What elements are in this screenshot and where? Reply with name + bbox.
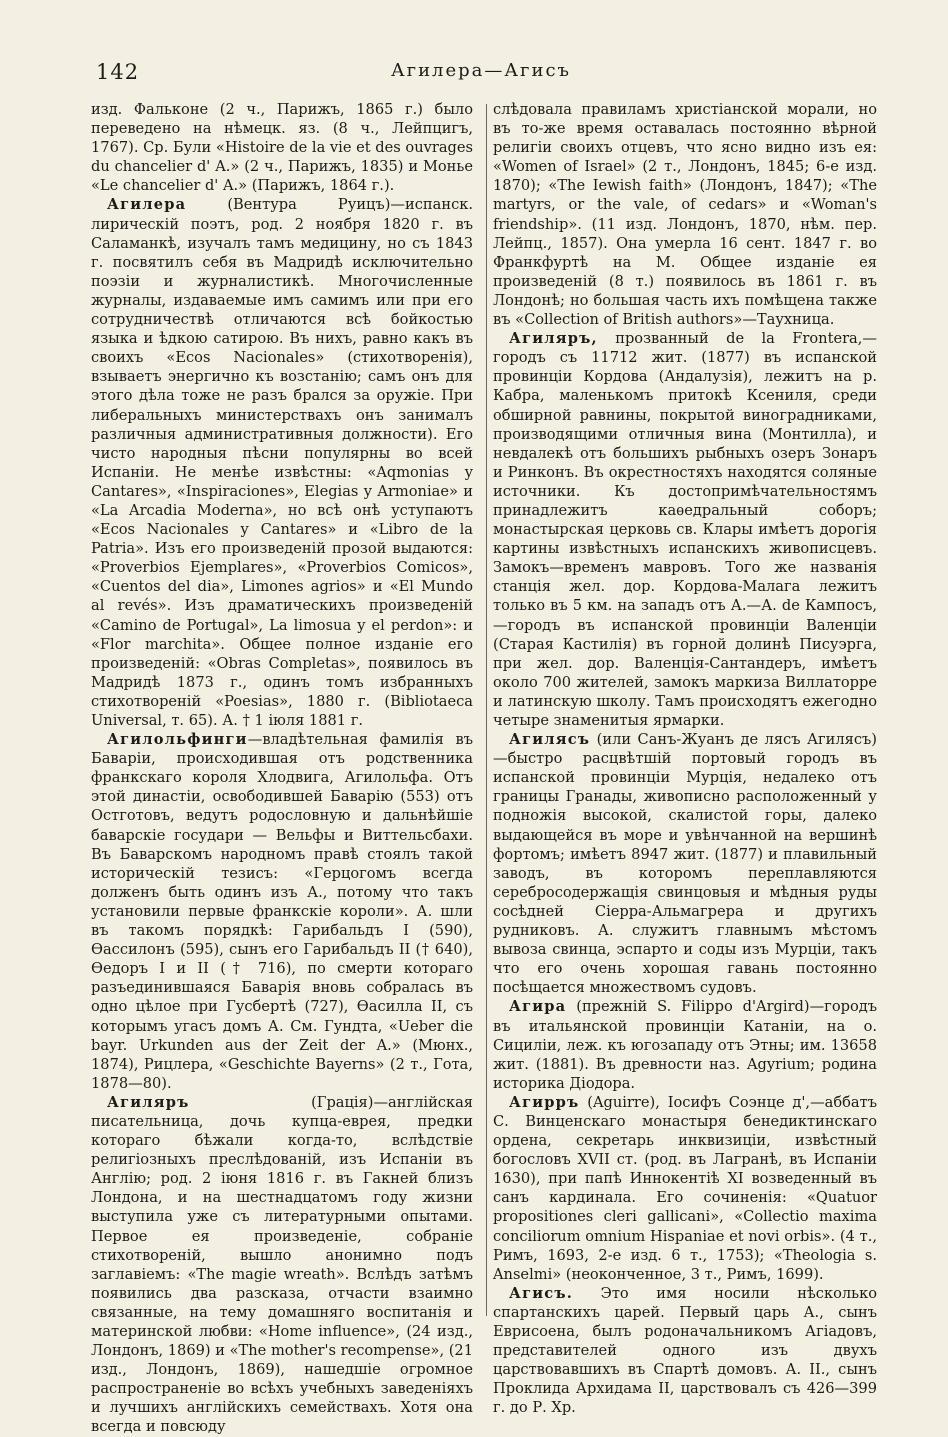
headword: Агилера bbox=[107, 196, 187, 214]
entry-text: (Вентура Руицъ)—испанск. лирическій поэтъ, род. 2 ноября 1820 г. въ Саламанкѣ, изучалъ тамъ медицину, но съ 1843 г. посвятилъ себя въ Мадридѣ исключительно поэзіи и журналистикѣ. Многочисленные журналы, издаваемые имъ самимъ или при его сотрудничествѣ отличаются всѣ бойкостью языка и ѣдкою сатирою. Въ нихъ, равно какъ въ своихъ «Ecos Nacionales» (стихотворенія), взываетъ энергично къ возстанію; самъ онъ для этого дѣла тоже не разъ брался за оружіе. При либеральныхъ министерствахъ онъ занималъ различныя административныя должности). Его чисто народныя пѣсни популярны во всей Испаніи. Не менѣе извѣстны: «Aqmonias y Cantares», «Inspiraciones», Elegias y Armoniae» и «La Arcadia Moderna», но всѣ онѣ уступаютъ «Ecos Nacionales y Cantares» и «Libro de la Patria». Изъ его произведеній прозой выдаются: «Proverbios Ejemplares», «Proverbios Comicos», «Cuentos del dia», Limones agrios» и «El Mundo al revés». Изъ драматическихъ произведеній «Camino de Portugal», La limosua y el perdon»: и «Flor marchita». Общее полное изданіе его произведеній: «Obras Completas», появилось въ Мадридѣ 1873 г., одинъ томъ избранныхъ стихотвореній «Poesias», 1880 г. (Bibliotaeca Universal, т. 65). А. † 1 іюля 1881 г. bbox=[91, 196, 473, 729]
continuation-paragraph: слѣдовала правиламъ христіанской морали, но въ то-же время оставалась постоянно вѣрной религіи своихъ отцевъ, что ясно видно изъ ея: «Women of Israel» (2 т., Лондонъ, 1845; 6-е изд. 1870); «The Iewish faith» (Лондонъ, 1847); «The martyrs, or the vale, of cedars» и «Woman's friendship». (11 изд. Лондонъ, 1870, нѣм. пер. Лейпц., 1857). Она умерла 16 сент. 1847 г. во Франкфуртѣ на М. Общее изданіе ея произведеній (8 т.) появилось въ 1861 г. въ Лондонѣ; но большая часть ихъ помѣщена также въ «Collection of British authors»—Таухница. bbox=[493, 101, 877, 329]
entry-text: (Aguirre), Іосифъ Соэнце д',—аббатъ С. Винценскаго монастыря бенедиктинскаго ордена, секретарь инквизиціи, извѣстный богословъ XVII ст. (род. въ Лагранѣ, въ Испаніи 1630), при папѣ Иннокентіѣ XI возведенный въ санъ кардинала. Его сочиненія: «Quatuor propositiones cleri gallicani», «Collectio maxima conciliorum omnium Hispaniae et novi orbis». (4 т., Римъ, 1693, 2-е изд. 6 т., 1753); «Theologia s. Anselmi» (неоконченное, 3 т., Римъ, 1699). bbox=[493, 1093, 877, 1283]
entry-aguilas bbox=[493, 730, 877, 997]
entry-aguilar-grace bbox=[91, 1093, 473, 1437]
entry-agis bbox=[493, 1284, 877, 1418]
headword: Агисъ. bbox=[509, 1284, 574, 1302]
headword: Агирръ bbox=[509, 1093, 580, 1111]
continuation-paragraph: изд. Фальконе (2 ч., Парижъ, 1865 г.) было переведено на нѣмецк. яз. (8 ч., Лейпцигъ, 1767). Ср. Були «Histoire de la vie et des ouvrages du chancelier d' A.» (2 ч., Парижъ, 1835) и Монье «Le chancelier d' A.» (Парижъ, 1864 г.). bbox=[91, 101, 473, 195]
running-head: Агилера—Агисъ bbox=[391, 60, 571, 81]
entry-text: (Грація)—англійская писательница, дочь купца-еврея, предки котораго бѣжали когда-то, вслѣдствіе религіозныхъ преслѣдованій, изъ Испаніи въ Англію; род. 2 іюня 1816 г. въ Гакней близъ Лондона, и на шестнадцатомъ году жизни выступила уже съ литературными опытами. Первое ея произведеніе, собраніе стихотвореній, вышло анонимно подъ заглавіемъ: «The magie wreath». Вслѣдъ затѣмъ появились два разсказа, отчасти взаимно связанные, на тему домашняго воспитанія и материнской любви: «Home influence», (24 изд., Лондонъ, 1869) и «The mother's recompense», (21 изд., Лондонъ, 1869), нашедшіе огромное распространеніе во всѣхъ учебныхъ заведеніяхъ и лучшихъ англійскихъ семействахъ. Хотя она всегда и повсюду bbox=[91, 1093, 473, 1436]
entry-agilolfingi bbox=[91, 730, 473, 1093]
entry-agira bbox=[493, 997, 877, 1092]
entry-text: прозванный de la Frontera,—городъ съ 11712 жит. (1877) въ испанской провинціи Кордова (Андалузія), лежитъ на р. Кабра, маленькомъ притокѣ Ксениля, среди обширной равнины, покрытой виноградниками, производящими отличныя вина (Монтилла), и невдалекѣ отъ большихъ рыбныхъ озеръ Зонаръ и Ринконъ. Въ окрестностяхъ находятся соляные источники. Къ достопримѣчательностямъ принадлежитъ каѳедральный соборъ; монастырская церковь св. Клары имѣетъ дорогія картины извѣстныхъ испанскихъ живописцевъ. Замокъ—временъ мавровъ. Того же названія станція жел. дор. Кордова-Малага лежитъ только въ 5 км. на западъ отъ А.—А. de Кампосъ,—городъ въ испанской провинціи Валенціи (Старая Кастилія) въ горной долинѣ Писуэрга, при жел. дор. Валенція-Сантандеръ, имѣетъ около 700 жителей, замокъ маркиза Виллаторре и латинскую школу. Тамъ происходятъ ежегодно четыре знаменитыя ярмарки. bbox=[493, 330, 877, 729]
column-divider bbox=[486, 104, 487, 1316]
entry-aguilera bbox=[91, 195, 473, 730]
headword: Агиляръ bbox=[107, 1093, 190, 1111]
entry-text: Это имя носили нѣсколько спартанскихъ царей. Первый царь А., сынъ Еврисоена, былъ родоначальникомъ Агіадовъ, представителей одного изъ двухъ царствовавшихъ въ Спартѣ домовъ. А. II., сынъ Проклида Архидама II, царствовалъ съ 426—399 г. до Р. Хр. bbox=[493, 1284, 877, 1417]
headword: Агилольфинги bbox=[107, 731, 248, 749]
right-column bbox=[493, 100, 877, 1417]
entry-aguilar-town bbox=[493, 329, 877, 730]
entry-text: (или Санъ-Жуанъ де лясъ Агилясъ)—быстро расцвѣтшій портовый городъ въ испанской провинціи Мурція, недалеко отъ границы Гранады, живописно расположенный у подножія высокой, скалистой горы, далеко выдающейся въ море и увѣнчанной на вершинѣ фортомъ; имѣетъ 8947 жит. (1877) и плавильный заводъ, въ которомъ переплавляются серебросодержащія свинцовыя и мѣдныя руды сосѣдней Сіерра-Альмагрера и другихъ рудниковъ. А. служитъ главнымъ мѣстомъ вывоза свинца, эспарто и соды изъ Мурціи, такъ что его очень хорошая гавань постоянно посѣщается множествомъ судовъ. bbox=[493, 731, 877, 997]
entry-text: (прежній S. Filippo d'Argird)—городъ въ итальянской провинціи Катаніи, на о. Сициліи, леж. къ югозападу отъ Этны; им. 13658 жит. (1881). Въ древности наз. Agyrium; родина историка Діодора. bbox=[493, 998, 877, 1092]
headword: Агилясъ bbox=[509, 731, 591, 749]
entry-aguirre bbox=[493, 1093, 877, 1284]
headword: Агиляръ, bbox=[509, 330, 598, 348]
left-column bbox=[91, 100, 473, 1437]
headword: Агира bbox=[509, 998, 567, 1016]
page-number: 142 bbox=[96, 60, 140, 84]
entry-text: —владѣтельная фамилія въ Баваріи, происходившая отъ родственника франкскаго короля Хлодвига, Агилольфа. Отъ этой династіи, освободившей Баварію (553) отъ Остготовъ, ведутъ родословную и дальнѣйшіе баварскіе государи — Вельфы и Виттельсбахи. Въ Баварскомъ народномъ правѣ стоялъ такой историческій тезисъ: «Герцогомъ всегда долженъ быть одинъ изъ А., потому что такъ установили первые франкскіе короли». А. шли въ такомъ порядкѣ: Гарибальдъ I (590), Ѳассилонъ (595), сынъ его Гарибальдъ II († 640), Ѳедоръ I и II († 716), по смерти котораго разъединившаяся Баварія вновь собралась въ одно цѣлое при Гусбертѣ (727), Ѳасилла II, съ которымъ угасъ домъ А. См. Гундта, «Ueber die bayr. Urkunden aus der Zeit der A.» (Мюнх., 1874), Рицлера, «Geschichte Bayerns» (2 т., Гота, 1878—80). bbox=[91, 731, 473, 1092]
page-header bbox=[96, 60, 866, 90]
